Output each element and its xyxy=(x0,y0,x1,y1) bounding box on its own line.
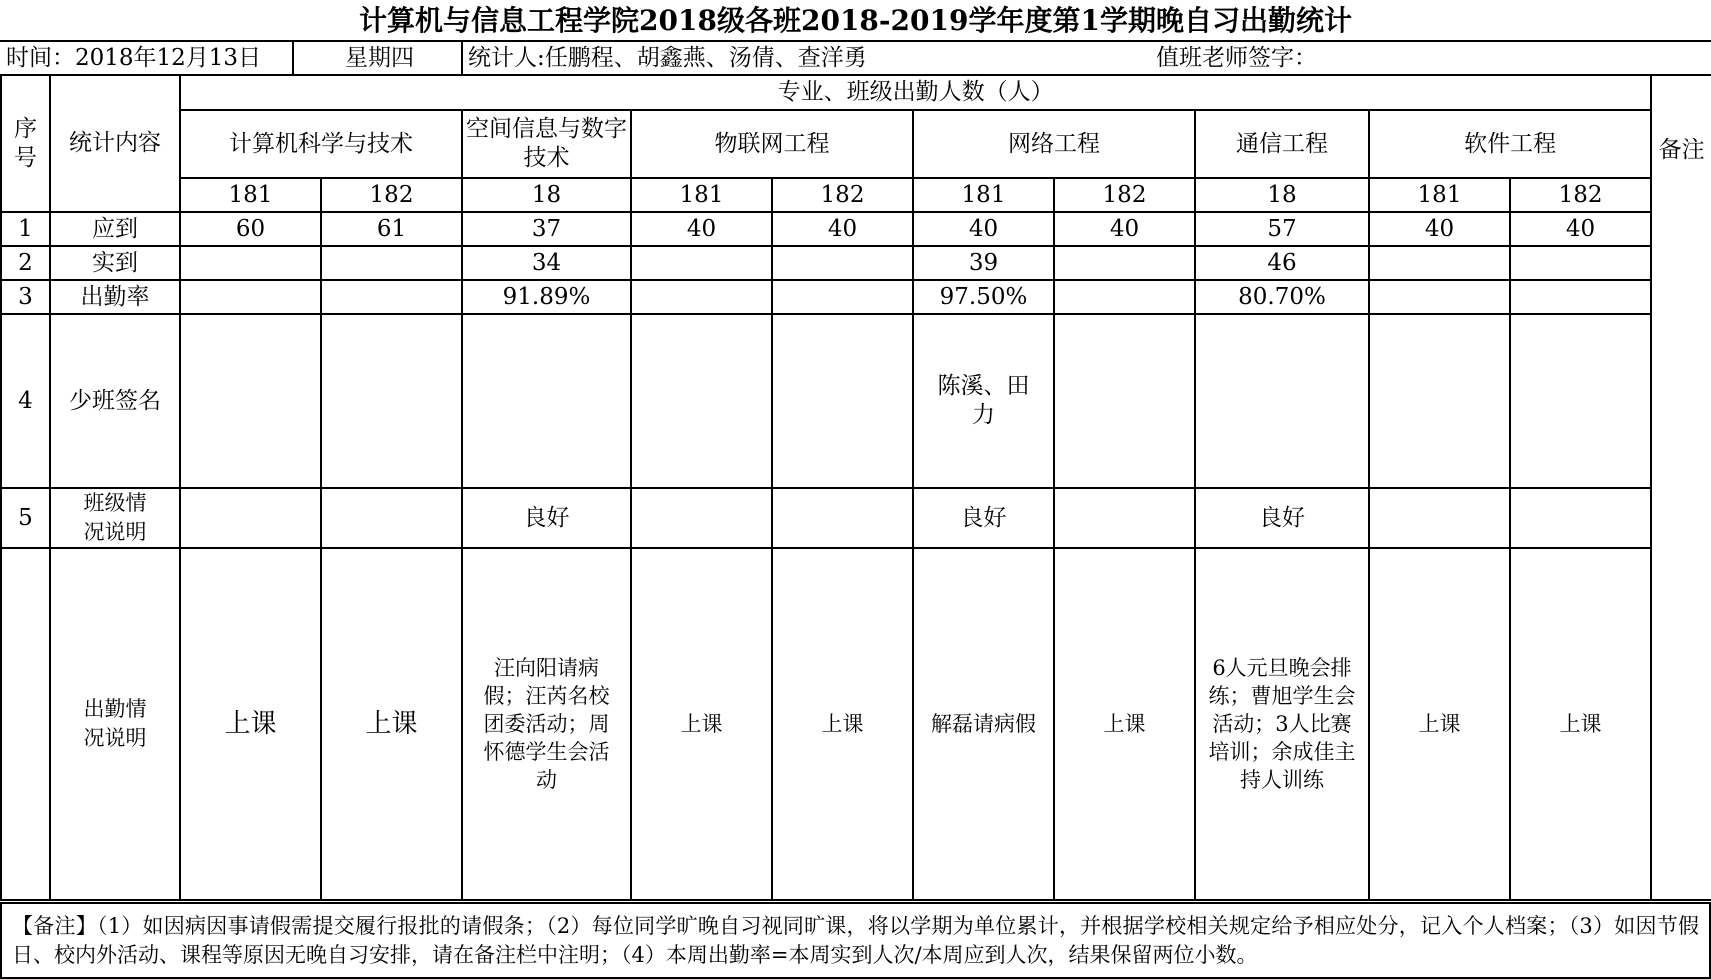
data-cell xyxy=(1510,280,1651,314)
major-header: 软件工程 xyxy=(1369,110,1651,178)
data-cell: 80.70% xyxy=(1195,280,1369,314)
data-cell: 40 xyxy=(772,212,913,246)
table-row xyxy=(1,488,1711,548)
data-cell: 91.89% xyxy=(462,280,631,314)
class-header: 182 xyxy=(1054,178,1195,212)
data-cell: 上课 xyxy=(1369,548,1510,900)
row-label: 出勤率 xyxy=(50,280,180,314)
data-cell xyxy=(1054,280,1195,314)
attendance-table xyxy=(0,74,1711,901)
data-cell: 上课 xyxy=(772,548,913,900)
data-cell xyxy=(1369,488,1510,548)
data-cell: 40 xyxy=(1510,212,1651,246)
data-cell xyxy=(1369,280,1510,314)
data-cell xyxy=(631,314,772,488)
class-header: 18 xyxy=(1195,178,1369,212)
data-cell: 97.50% xyxy=(913,280,1054,314)
data-cell xyxy=(1369,246,1510,280)
row-label: 少班签名 xyxy=(50,314,180,488)
class-header: 18 xyxy=(462,178,631,212)
data-cell: 陈溪、田力 xyxy=(913,314,1054,488)
data-cell: 46 xyxy=(1195,246,1369,280)
data-cell: 6人元旦晚会排练；曹旭学生会活动；3人比赛培训；余成佳主持人训练 xyxy=(1195,548,1369,900)
data-cell: 40 xyxy=(631,212,772,246)
info-row xyxy=(0,40,1711,76)
row-seq: 2 xyxy=(1,246,50,280)
row-seq: 3 xyxy=(1,280,50,314)
notes-text: 【备注】（1）如因病因事请假需提交履行报批的请假条；（2）每位同学旷晚自习视同旷课，将以学期为单位累计，并根据学校相关规定给予相应处分，记入个人档案；（3）如因节假日、校内外活动、课程等原因无晚自习安排，请在备注栏中注明；（4）本周出勤率=本周实到人次/本周应到人次，结果保留两位小数。 xyxy=(0,902,1711,979)
counter-text: 统计人:任鹏程、胡鑫燕、汤倩、查洋勇 xyxy=(468,45,867,71)
data-cell xyxy=(1369,314,1510,488)
data-cell xyxy=(321,280,462,314)
data-cell xyxy=(321,246,462,280)
data-cell xyxy=(180,246,321,280)
data-cell: 上课 xyxy=(1054,548,1195,900)
table-row xyxy=(1,314,1711,488)
data-cell xyxy=(1510,246,1651,280)
class-header: 181 xyxy=(1369,178,1510,212)
data-cell xyxy=(1510,314,1651,488)
data-cell: 上课 xyxy=(631,548,772,900)
data-cell xyxy=(631,280,772,314)
class-header: 182 xyxy=(1510,178,1651,212)
weekday-text: 星期四 xyxy=(345,45,414,71)
data-cell xyxy=(772,246,913,280)
table-row xyxy=(1,548,1711,900)
header-content: 统计内容 xyxy=(50,75,180,212)
data-cell: 良好 xyxy=(462,488,631,548)
data-cell xyxy=(321,488,462,548)
data-cell: 良好 xyxy=(1195,488,1369,548)
data-cell: 40 xyxy=(1054,212,1195,246)
data-cell: 34 xyxy=(462,246,631,280)
major-header: 通信工程 xyxy=(1195,110,1369,178)
row-label: 班级情况说明 xyxy=(50,488,180,548)
data-cell xyxy=(180,488,321,548)
info-divider xyxy=(292,42,294,76)
row-seq: 4 xyxy=(1,314,50,488)
data-cell xyxy=(1195,314,1369,488)
row-label: 应到 xyxy=(50,212,180,246)
header-group: 专业、班级出勤人数（人） xyxy=(180,75,1651,110)
row-seq xyxy=(1,548,50,900)
data-cell xyxy=(631,246,772,280)
header-remark: 备注 xyxy=(1651,75,1711,900)
info-divider xyxy=(461,42,463,76)
data-cell xyxy=(462,314,631,488)
data-cell: 39 xyxy=(913,246,1054,280)
data-cell xyxy=(772,314,913,488)
class-header: 181 xyxy=(631,178,772,212)
table-row xyxy=(1,246,1711,280)
data-cell xyxy=(1054,314,1195,488)
data-cell: 40 xyxy=(913,212,1054,246)
major-header: 网络工程 xyxy=(913,110,1195,178)
data-cell xyxy=(631,488,772,548)
data-cell: 上课 xyxy=(1510,548,1651,900)
data-cell: 61 xyxy=(321,212,462,246)
data-cell: 解磊请病假 xyxy=(913,548,1054,900)
page-title: 计算机与信息工程学院2018级各班2018-2019学年度第1学期晚自习出勤统计 xyxy=(359,4,1352,37)
data-cell: 良好 xyxy=(913,488,1054,548)
header-seq: 序号 xyxy=(1,75,50,212)
row-label: 实到 xyxy=(50,246,180,280)
class-header: 182 xyxy=(772,178,913,212)
data-cell xyxy=(1510,488,1651,548)
data-cell xyxy=(772,488,913,548)
data-cell xyxy=(180,314,321,488)
data-cell xyxy=(1054,246,1195,280)
data-cell xyxy=(772,280,913,314)
table-row xyxy=(1,212,1711,246)
data-cell xyxy=(1054,488,1195,548)
row-seq: 5 xyxy=(1,488,50,548)
data-cell: 60 xyxy=(180,212,321,246)
major-header: 空间信息与数字技术 xyxy=(462,110,631,178)
data-cell xyxy=(321,314,462,488)
class-header: 182 xyxy=(321,178,462,212)
data-cell: 37 xyxy=(462,212,631,246)
date-text: 时间：2018年12月13日 xyxy=(6,45,262,71)
row-label: 出勤情况说明 xyxy=(50,548,180,900)
data-cell xyxy=(180,280,321,314)
table-row xyxy=(1,280,1711,314)
major-header: 计算机科学与技术 xyxy=(180,110,462,178)
class-header: 181 xyxy=(180,178,321,212)
row-seq: 1 xyxy=(1,212,50,246)
data-cell: 57 xyxy=(1195,212,1369,246)
major-header: 物联网工程 xyxy=(631,110,913,178)
class-header: 181 xyxy=(913,178,1054,212)
data-cell: 上课 xyxy=(180,548,321,900)
teacher-sign-field[interactable]: 值班老师签字： xyxy=(1156,45,1317,71)
data-cell: 汪向阳请病假；汪芮名校团委活动；周怀德学生会活动 xyxy=(462,548,631,900)
data-cell: 上课 xyxy=(321,548,462,900)
data-cell: 40 xyxy=(1369,212,1510,246)
